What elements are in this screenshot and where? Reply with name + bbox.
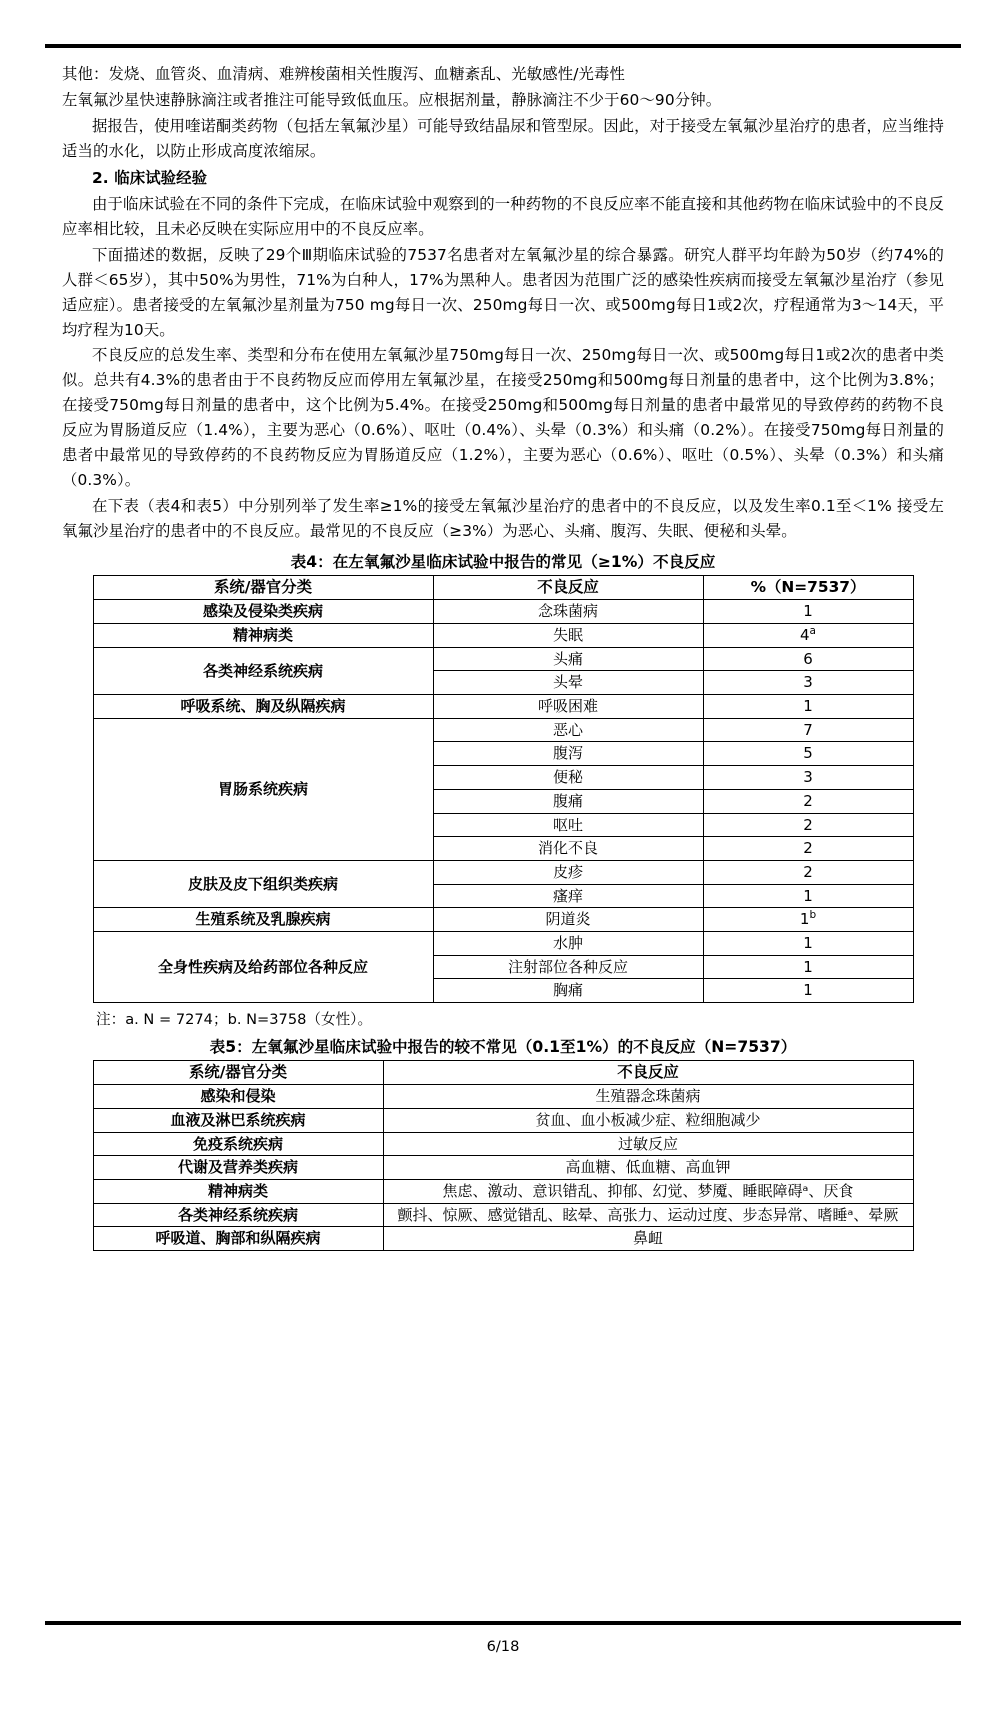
table4-cell-reaction: 瘙痒 [433, 884, 703, 908]
table4-cell-pct: 3 [703, 671, 913, 695]
table5-cell-reaction: 高血糖、低血糖、高血钾 [383, 1156, 913, 1180]
paragraph-discontinuation-rates: 不良反应的总发生率、类型和分布在使用左氧氟沙星750mg每日一次、250mg每日一次、或500mg每日1或2次的患者中类似。总共有4.3%的患者由于不良药物反应而停用左氧氟沙星，在接受250mg和500mg每日剂量的患者中，这个比例为3.8%；在接受750mg每日剂量的患者中，这个比例为5.4%。在接受250mg和500mg每日剂量的患者中最常见的导致停药的药物不良反应为胃肠道反应（1.4%），主要为恶心（0.6%）、呕吐（0.4%）、头晕（0.3%）和头痛（0.2%）。在接受750mg每日剂量的患者中最常见的导致停药的不良药物反应为胃肠道反应（1.2%），主要为恶心（0.6%）、呕吐（0.5%）、头晕（0.3%）和头痛（0.3%）。 [62, 346, 944, 490]
footer-rule [45, 1621, 961, 1625]
page-content [62, 0, 944, 1251]
table5-cell-system: 感染和侵染 [93, 1085, 383, 1109]
table5-cell-system: 精神病类 [93, 1180, 383, 1204]
table-row [93, 931, 913, 955]
table4-cell-reaction: 呕吐 [433, 813, 703, 837]
table4-cell-pct: 6 [703, 647, 913, 671]
heading-clinical-trial-experience: 2. 临床试验经验 [92, 168, 208, 187]
table5-cell-system: 血液及淋巴系统疾病 [93, 1108, 383, 1132]
table5-cell-reaction: 颤抖、惊厥、感觉错乱、眩晕、高张力、运动过度、步态异常、嗜睡ᵃ、晕厥 [383, 1203, 913, 1227]
table-row [93, 1180, 913, 1204]
table4-cell-pct: 2 [703, 789, 913, 813]
table-row [93, 600, 913, 624]
table5-cell-system: 各类神经系统疾病 [93, 1203, 383, 1227]
table4-cell-reaction: 腹痛 [433, 789, 703, 813]
table4-cell-pct: 1 [703, 931, 913, 955]
table4-cell-system: 精神病类 [93, 624, 433, 648]
table4-cell-pct: 3 [703, 766, 913, 790]
table4-cell-reaction: 注射部位各种反应 [433, 955, 703, 979]
table-row [93, 1108, 913, 1132]
table5-caption: 表5：左氧氟沙星临床试验中报告的较不常见（0.1至1%）的不良反应（N=7537） [209, 1038, 797, 1057]
table4-header-reaction: 不良反应 [433, 576, 703, 600]
table-row [93, 624, 913, 648]
table4-cell-reaction: 胸痛 [433, 979, 703, 1003]
table-row [93, 1085, 913, 1109]
table4-cell-system: 感染及侵染类疾病 [93, 600, 433, 624]
paragraph-other-reactions: 其他：发烧、血管炎、血清病、难辨梭菌相关性腹泻、血糖紊乱、光敏感性/光毒性 [62, 65, 625, 83]
table4-cell-system: 生殖系统及乳腺疾病 [93, 908, 433, 932]
paragraph-trial-conditions: 由于临床试验在不同的条件下完成，在临床试验中观察到的一种药物的不良反应率不能直接和其他药物在临床试验中的不良反应率相比较，且未必反映在实际应用中的不良反应率。 [62, 194, 944, 238]
table4-cell-pct: 4$^a$ [703, 624, 913, 648]
paragraph-crystalluria: 据报告，使用喹诺酮类药物（包括左氧氟沙星）可能导致结晶尿和管型尿。因此，对于接受左氧氟沙星治疗的患者，应当维持适当的水化，以防止形成高度浓缩尿。 [62, 116, 944, 160]
table4-cell-reaction: 阴道炎 [433, 908, 703, 932]
table5-cell-system: 代谢及营养类疾病 [93, 1156, 383, 1180]
table4-cell-pct: 1 [703, 955, 913, 979]
page-number: 6/18 [486, 1638, 520, 1655]
table4-header-system: 系统/器官分类 [93, 576, 433, 600]
table-common-adverse-reactions [93, 575, 914, 1003]
table5-cell-system: 免疫系统疾病 [93, 1132, 383, 1156]
table-row [93, 1156, 913, 1180]
table4-cell-pct: 1 [703, 695, 913, 719]
table-less-common-adverse-reactions [93, 1060, 914, 1251]
paragraph-table-intro: 在下表（表4和表5）中分别列举了发生率≥1%的接受左氧氟沙星治疗的患者中的不良反应，以及发生率0.1至＜1% 接受左氧氟沙星治疗的患者中的不良反应。最常见的不良反应（≥3%）为恶心、头痛、腹泻、失眠、便秘和头晕。 [62, 497, 944, 541]
table4-header-pct: %（N=7537） [703, 576, 913, 600]
table5-header-system: 系统/器官分类 [93, 1061, 383, 1085]
table4-cell-pct: 1$^b$ [703, 908, 913, 932]
table4-cell-reaction: 念珠菌病 [433, 600, 703, 624]
table4-cell-reaction: 呼吸困难 [433, 695, 703, 719]
table4-cell-reaction: 头痛 [433, 647, 703, 671]
table4-cell-pct: 5 [703, 742, 913, 766]
table4-cell-system: 呼吸系统、胸及纵隔疾病 [93, 695, 433, 719]
table-row [93, 695, 913, 719]
table4-cell-reaction: 消化不良 [433, 837, 703, 861]
table5-cell-reaction: 鼻衄 [383, 1227, 913, 1251]
table4-cell-reaction: 头晕 [433, 671, 703, 695]
table4-cell-reaction: 腹泻 [433, 742, 703, 766]
table4-cell-reaction: 恶心 [433, 718, 703, 742]
table-row [93, 718, 913, 742]
table-row [93, 647, 913, 671]
table5-cell-reaction: 过敏反应 [383, 1132, 913, 1156]
table5-header-reaction: 不良反应 [383, 1061, 913, 1085]
table4-cell-reaction: 便秘 [433, 766, 703, 790]
paragraph-study-population: 下面描述的数据，反映了29个Ⅲ期临床试验的7537名患者对左氧氟沙星的综合暴露。研究人群平均年龄为50岁（约74%的人群＜65岁），其中50%为男性，71%为白种人，17%为黑种人。患者因为范围广泛的感染性疾病而接受左氧氟沙星治疗（参见适应症）。患者接受的左氧氟沙星剂量为750 mg每日一次、250mg每日一次、或500mg每日1或2次，疗程通常为3～14天，平均疗程为10天。 [62, 245, 944, 339]
table5-cell-reaction: 焦虑、激动、意识错乱、抑郁、幻觉、梦魇、睡眠障碍ᵃ、厌食 [383, 1180, 913, 1204]
table4-cell-pct: 1 [703, 884, 913, 908]
table4-note: 注：a. N = 7274；b. N=3758（女性）。 [96, 1011, 373, 1029]
table-row [93, 1227, 913, 1251]
table4-cell-system: 皮肤及皮下组织类疾病 [93, 860, 433, 907]
paragraph-infusion-rate: 左氧氟沙星快速静脉滴注或者推注可能导致低血压。应根据剂量，静脉滴注不少于60～90分钟。 [62, 90, 722, 109]
table4-cell-system: 全身性疾病及给药部位各种反应 [93, 931, 433, 1002]
table4-cell-reaction: 皮疹 [433, 860, 703, 884]
table-row [93, 1132, 913, 1156]
table-row [93, 860, 913, 884]
table5-header-row [93, 1061, 913, 1085]
table4-cell-system: 各类神经系统疾病 [93, 647, 433, 694]
table5-cell-system: 呼吸道、胸部和纵隔疾病 [93, 1227, 383, 1251]
table-row [93, 1203, 913, 1227]
table4-cell-reaction: 水肿 [433, 931, 703, 955]
table4-cell-system: 胃肠系统疾病 [93, 718, 433, 860]
table4-cell-pct: 2 [703, 860, 913, 884]
table4-header-row [93, 576, 913, 600]
table4-cell-pct: 1 [703, 979, 913, 1003]
table4-caption: 表4：在左氧氟沙星临床试验中报告的常见（≥1%）不良反应 [290, 553, 716, 572]
table4-cell-reaction: 失眠 [433, 624, 703, 648]
table5-cell-reaction: 生殖器念珠菌病 [383, 1085, 913, 1109]
body-text-block [62, 62, 944, 544]
table5-cell-reaction: 贫血、血小板减少症、粒细胞减少 [383, 1108, 913, 1132]
table4-cell-pct: 7 [703, 718, 913, 742]
table4-cell-pct: 2 [703, 837, 913, 861]
table4-cell-pct: 1 [703, 600, 913, 624]
table4-cell-pct: 2 [703, 813, 913, 837]
table-row [93, 908, 913, 932]
